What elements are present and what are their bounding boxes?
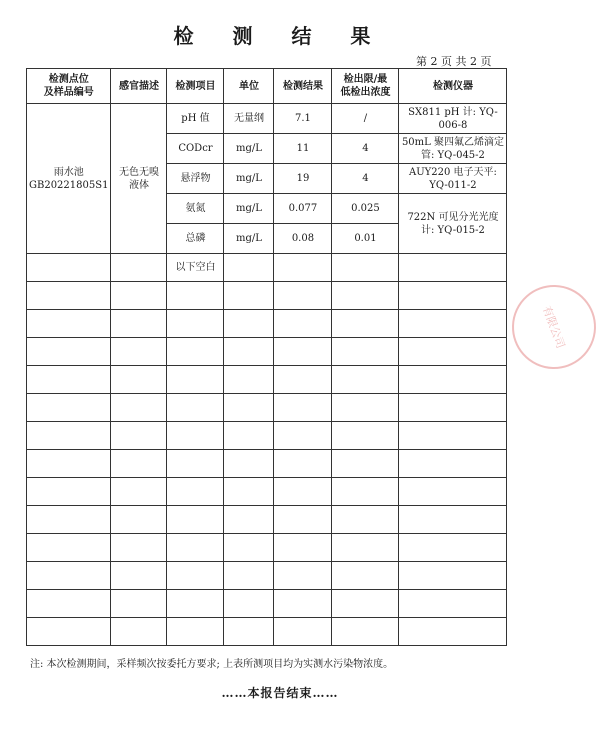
table-row — [27, 338, 507, 366]
results-table — [26, 68, 507, 646]
instrument-cell: AUY220 电子天平: YQ-011-2 — [399, 164, 507, 194]
table-row — [27, 450, 507, 478]
item-cell: 悬浮物 — [167, 164, 224, 194]
page-number: 第 2 页 共 2 页 — [416, 55, 492, 68]
table-row — [27, 282, 507, 310]
limit-cell: 0.01 — [332, 224, 399, 254]
result-cell: 0.077 — [274, 194, 332, 224]
limit-cell: / — [332, 104, 399, 134]
col-header-instrument: 检测仪器 — [399, 69, 507, 104]
report-title: 检 测 结 果 — [173, 24, 387, 48]
instrument-cell: 722N 可见分光光度计: YQ-015-2 — [399, 194, 507, 254]
col-header-unit: 单位 — [224, 69, 274, 104]
col-header-sample: 检测点位 及样品编号 — [27, 69, 111, 104]
item-cell: pH 值 — [167, 104, 224, 134]
table-row — [27, 506, 507, 534]
result-cell: 0.08 — [274, 224, 332, 254]
footnote: 注: 本次检测期间，采样频次按委托方要求; 上表所测项目均为实测水污染物浓度。 — [30, 659, 394, 670]
limit-cell: 0.025 — [332, 194, 399, 224]
table-row — [27, 478, 507, 506]
sample-point-cell: 雨水池 GB20221805S1 — [27, 104, 111, 254]
table-row — [27, 422, 507, 450]
sensory-cell: 无色无嗅 液体 — [111, 104, 167, 254]
empty-rows — [27, 282, 507, 646]
col-header-result: 检测结果 — [274, 69, 332, 104]
blank-note-cell: 以下空白 — [167, 254, 224, 282]
col-header-item: 检测项目 — [167, 69, 224, 104]
unit-cell: 无量纲 — [224, 104, 274, 134]
limit-cell: 4 — [332, 134, 399, 164]
table-row — [27, 366, 507, 394]
company-seal — [500, 273, 608, 381]
col-header-limit: 检出限/最 低检出浓度 — [332, 69, 399, 104]
table-row — [27, 618, 507, 646]
seal-text: 有限公司 — [539, 304, 568, 351]
table-row — [27, 104, 507, 134]
unit-cell: mg/L — [224, 164, 274, 194]
instrument-cell: 50mL 聚四氟乙烯滴定管: YQ-045-2 — [399, 134, 507, 164]
result-cell: 11 — [274, 134, 332, 164]
unit-cell: mg/L — [224, 134, 274, 164]
item-cell: 氨氮 — [167, 194, 224, 224]
table-row — [27, 562, 507, 590]
result-cell: 19 — [274, 164, 332, 194]
table-row — [27, 534, 507, 562]
table-row — [27, 590, 507, 618]
instrument-cell: SX811 pH 计: YQ-006-8 — [399, 104, 507, 134]
table-row — [27, 254, 507, 282]
table-row — [27, 394, 507, 422]
result-cell: 7.1 — [274, 104, 332, 134]
item-cell: CODcr — [167, 134, 224, 164]
unit-cell: mg/L — [224, 194, 274, 224]
limit-cell: 4 — [332, 164, 399, 194]
col-header-sensory: 感官描述 — [111, 69, 167, 104]
table-row — [27, 310, 507, 338]
report-end-marker: ……本报告结束…… — [221, 686, 339, 700]
unit-cell: mg/L — [224, 224, 274, 254]
item-cell: 总磷 — [167, 224, 224, 254]
